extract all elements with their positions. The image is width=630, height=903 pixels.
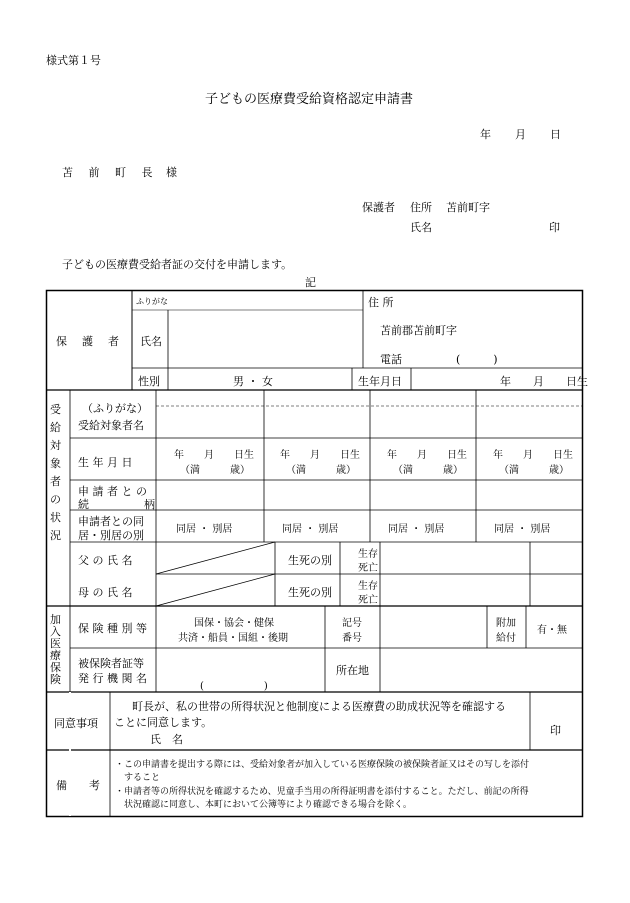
consent-name-label: 氏 名	[150, 733, 183, 746]
recipient-4-dob: 年 月 日生	[493, 450, 573, 461]
recipient-furigana-label: （ふりがな）	[82, 402, 148, 415]
remarks-label: 備 考	[56, 779, 100, 792]
recipient-1-cohab: 同居 ・ 別居	[176, 524, 233, 535]
applicant-address-label: 住所	[410, 201, 432, 214]
insurance-extra-value: 有・無	[537, 625, 567, 636]
recipient-3-cohab: 同居 ・ 別居	[388, 524, 445, 535]
mother-name-label: 母 の 氏 名	[78, 586, 133, 599]
page-title: 子どもの医療費受給資格認定申請書	[205, 92, 414, 107]
guardian-phone-parens: ( )	[456, 353, 498, 366]
applicant-seal: 印	[549, 221, 560, 234]
guardian-section-label: 保 護 者	[56, 335, 121, 348]
consent-text-1: 町長が、私の世帯の所得状況と他制度による医療費の助成状況等を確認する	[132, 700, 506, 713]
insurance-location-label: 所在地	[336, 664, 369, 677]
insurance-issuer-parens: ( )	[200, 681, 268, 692]
insurance-issuer-label-2: 発 行 機 関 名	[78, 672, 147, 685]
insurance-issuer-label-1: 被保険者証等	[78, 657, 144, 670]
father-name-label: 父 の 氏 名	[78, 554, 133, 567]
mother-alive-value-2: 死亡	[358, 595, 378, 606]
insurance-type-value-2: 共済・船員・国組・後期	[178, 633, 288, 644]
father-alive-value-1: 生存	[358, 549, 378, 560]
recipient-relation-label-1: 申 請 者 と の	[78, 485, 147, 498]
guardian-dob-value: 年 月 日生	[500, 375, 588, 388]
recipient-2-age: （満 歳）	[286, 465, 356, 476]
recipient-3-age: （満 歳）	[393, 465, 463, 476]
applicant-guardian-label: 保護者	[362, 201, 395, 214]
recipient-dob-label: 生 年 月 日	[78, 456, 133, 469]
guardian-sex-options: 男 ・ 女	[233, 375, 273, 388]
insurance-type-value-1: 国保・協会・健保	[194, 618, 274, 629]
guardian-address-value: 苫前郡苫前町字	[380, 324, 457, 337]
insurance-symbol-label-1: 記号	[342, 618, 362, 629]
date-month-label: 月	[515, 128, 526, 141]
consent-seal: 印	[550, 724, 561, 737]
recipient-cohab-label-1: 申請者との同	[78, 515, 144, 528]
insurance-extra-label-1: 附加	[496, 618, 516, 629]
recipient-1-dob: 年 月 日生	[174, 450, 254, 461]
recipient-3-dob: 年 月 日生	[387, 450, 467, 461]
recipient-4-cohab: 同居 ・ 別居	[494, 524, 551, 535]
ki-label: 記	[305, 276, 316, 289]
guardian-phone-label: 電話	[380, 353, 402, 366]
consent-label: 同意事項	[54, 717, 98, 730]
form-number: 様式第１号	[46, 54, 101, 67]
request-text: 子どもの医療費受給者証の交付を申請します。	[62, 258, 293, 271]
recipient-cohab-label-2: 居・別居の別	[78, 529, 144, 542]
guardian-address-label: 住 所	[368, 296, 394, 309]
insurance-side-label: 加 入 医 療 保 険	[50, 613, 61, 686]
consent-text-2: ことに同意します。	[114, 716, 213, 729]
remarks-line-1: ・この申請書を提出する際には、受給対象者が加入している医療保険の被保険者証又はその写しを添付	[115, 760, 530, 770]
insurance-type-label: 保 険 種 別 等	[78, 622, 147, 635]
addressee-mayor: 苫 前 町 長	[62, 166, 159, 179]
father-alive-label: 生死の別	[288, 554, 332, 567]
father-alive-value-2: 死亡	[358, 563, 378, 574]
remarks-line-4: 状況確認に同意し、本町において公簿等により確認できる場合を除く。	[124, 800, 412, 810]
guardian-sex-label: 性別	[138, 375, 160, 388]
recipient-2-cohab: 同居 ・ 別居	[282, 524, 339, 535]
guardian-name-label: 氏名	[140, 335, 162, 348]
applicant-name-label: 氏名	[410, 221, 432, 234]
mother-alive-value-1: 生存	[358, 581, 378, 592]
remarks-line-3: ・申請者等の所得状況を確認するため、児童手当用の所得証明書を添付すること。ただし、前記の所得	[115, 787, 529, 797]
recipient-relation-label-2: 続 柄	[78, 498, 155, 511]
mother-alive-label: 生死の別	[288, 586, 332, 599]
date-year-label: 年	[480, 128, 491, 141]
recipient-2-dob: 年 月 日生	[280, 450, 360, 461]
recipient-name-label: 受給対象者名	[78, 419, 144, 432]
recipient-4-age: （満 歳）	[499, 465, 569, 476]
insurance-symbol-label-2: 番号	[342, 633, 362, 644]
applicant-address-value: 苫前町字	[446, 201, 490, 214]
recipient-1-age: （満 歳）	[180, 465, 250, 476]
recipient-side-label: 受 給 対 象 者 の 状 況	[50, 403, 61, 542]
remarks-line-2: すること	[124, 773, 161, 783]
guardian-furigana-label: ふりがな	[136, 297, 168, 306]
insurance-extra-label-2: 給付	[496, 633, 516, 644]
guardian-dob-label: 生年月日	[358, 375, 402, 388]
date-day-label: 日	[550, 128, 561, 141]
addressee-honorific: 様	[166, 166, 177, 179]
